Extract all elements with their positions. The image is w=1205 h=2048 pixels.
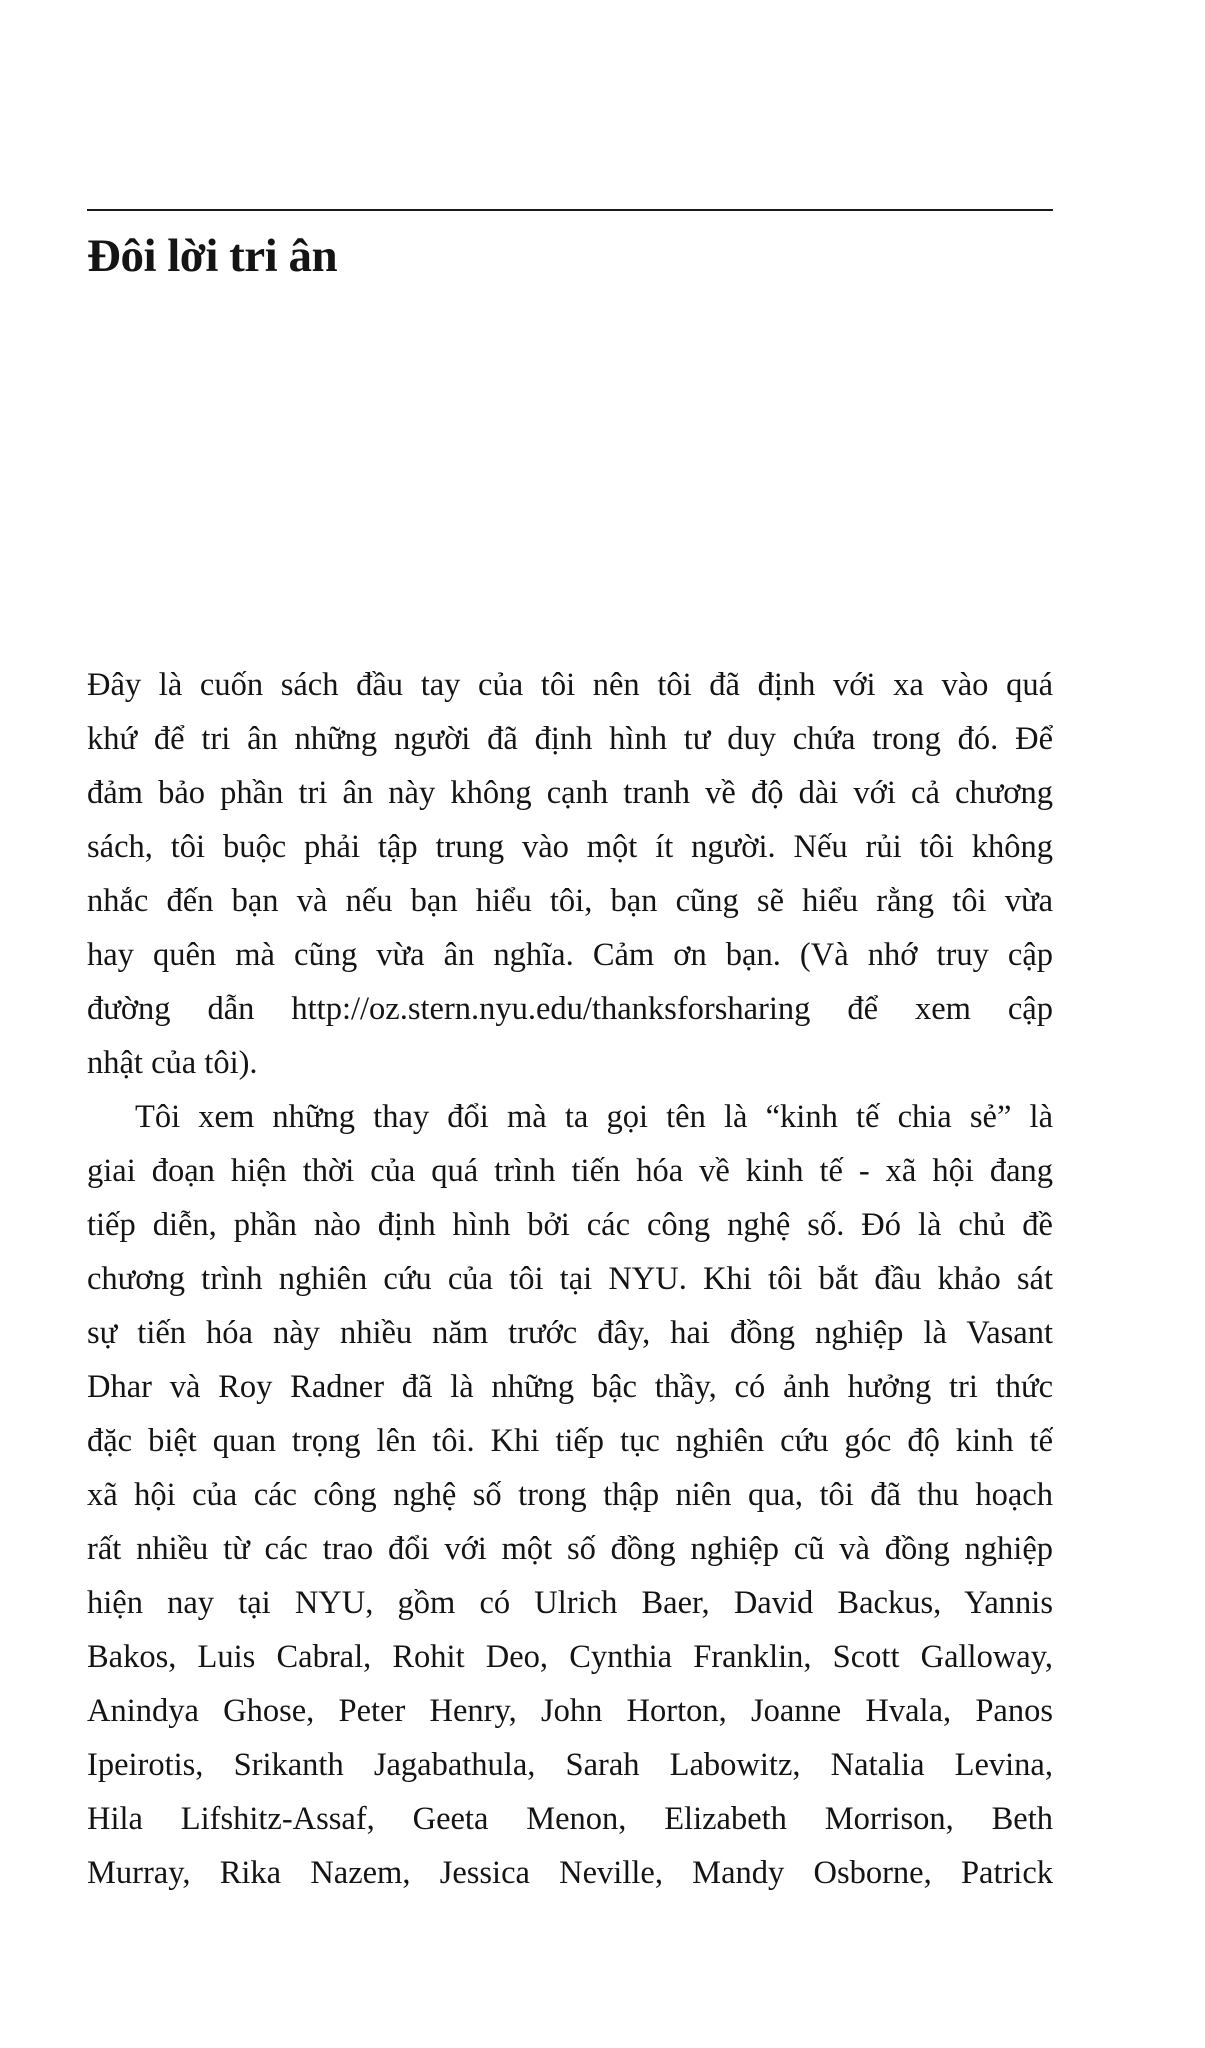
text-line: xã hội của các công nghệ số trong thập niên qua, tôi đã thu hoạch [87, 1477, 1053, 1513]
text-line: Dhar và Roy Radner đã là những bậc thầy, có ảnh hưởng tri thức [87, 1369, 1053, 1405]
text-line: đường dẫn http://oz.stern.nyu.edu/thanksforsharing để xem cập [87, 991, 1053, 1027]
text-line: tiếp diễn, phần nào định hình bởi các công nghệ số. Đó là chủ đề [87, 1207, 1053, 1243]
text-line: đặc biệt quan trọng lên tôi. Khi tiếp tục nghiên cứu góc độ kinh tế [87, 1423, 1053, 1459]
text-line: Tôi xem những thay đổi mà ta gọi tên là “kinh tế chia sẻ” là [135, 1099, 1053, 1135]
text-line: đảm bảo phần tri ân này không cạnh tranh về độ dài với cả chương [87, 775, 1053, 811]
text-line: Bakos, Luis Cabral, Rohit Deo, Cynthia Franklin, Scott Galloway, [87, 1639, 1053, 1675]
text-line: sách, tôi buộc phải tập trung vào một ít người. Nếu rủi tôi không [87, 829, 1053, 865]
text-line: khứ để tri ân những người đã định hình tư duy chứa trong đó. Để [87, 721, 1053, 757]
text-line: Murray, Rika Nazem, Jessica Neville, Mandy Osborne, Patrick [87, 1855, 1053, 1891]
text-line: Đây là cuốn sách đầu tay của tôi nên tôi đã định với xa vào quá [87, 667, 1053, 703]
chapter-title: Đôi lời tri ân [87, 230, 338, 282]
body-text [87, 658, 1053, 1900]
text-line: sự tiến hóa này nhiều năm trước đây, hai đồng nghiệp là Vasant [87, 1315, 1053, 1351]
text-line: hay quên mà cũng vừa ân nghĩa. Cảm ơn bạn. (Và nhớ truy cập [87, 937, 1053, 973]
text-line: rất nhiều từ các trao đổi với một số đồng nghiệp cũ và đồng nghiệp [87, 1531, 1053, 1567]
text-line: hiện nay tại NYU, gồm có Ulrich Baer, David Backus, Yannis [87, 1585, 1053, 1621]
text-line: chương trình nghiên cứu của tôi tại NYU. Khi tôi bắt đầu khảo sát [87, 1261, 1053, 1297]
paragraph-1 [87, 658, 1053, 1090]
text-line: giai đoạn hiện thời của quá trình tiến hóa về kinh tế - xã hội đang [87, 1153, 1053, 1189]
text-line: Hila Lifshitz-Assaf, Geeta Menon, Elizabeth Morrison, Beth [87, 1801, 1053, 1837]
text-line: nhắc đến bạn và nếu bạn hiểu tôi, bạn cũng sẽ hiểu rằng tôi vừa [87, 883, 1053, 919]
paragraph-2 [87, 1090, 1053, 1900]
chapter-top-rule [87, 209, 1053, 211]
text-line: Anindya Ghose, Peter Henry, John Horton, Joanne Hvala, Panos [87, 1693, 1053, 1729]
text-line: Ipeirotis, Srikanth Jagabathula, Sarah Labowitz, Natalia Levina, [87, 1747, 1053, 1783]
text-line: nhật của tôi). [87, 1045, 258, 1081]
